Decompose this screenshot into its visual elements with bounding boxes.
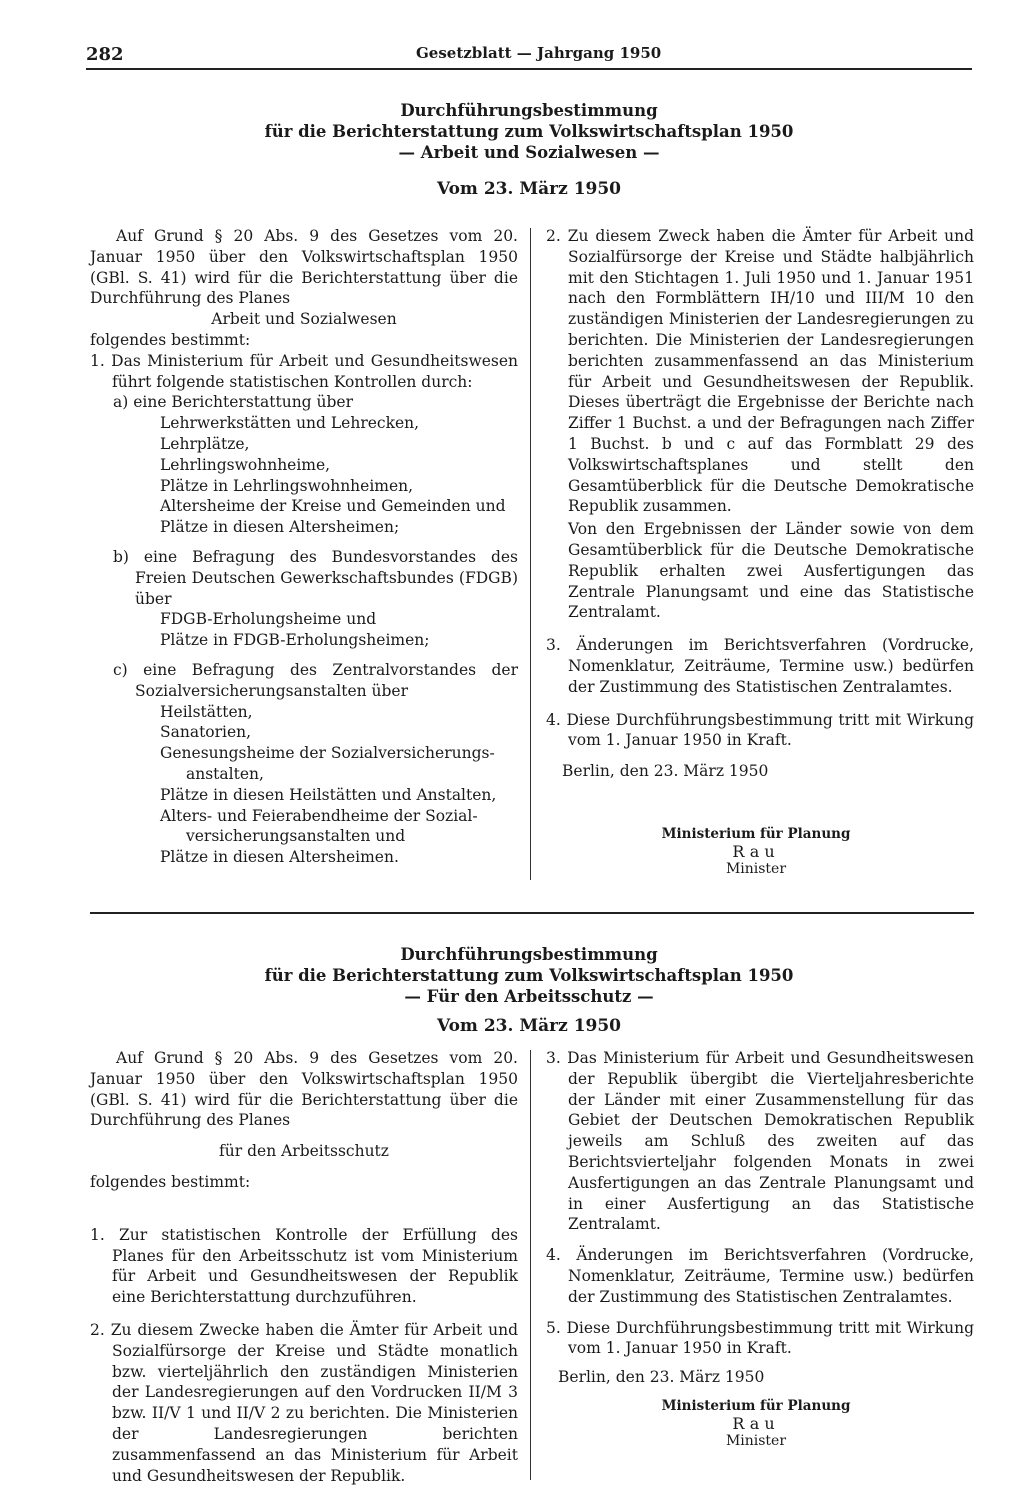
signature-name: Rau bbox=[732, 842, 780, 861]
section2-item-5: 5. Diese Durchführungsbestimmung tritt mit Wirkung vom 1. Januar 1950 in Kraft. bbox=[546, 1318, 974, 1358]
section1-title-line: für die Berichterstattung zum Volkswirtschaftsplan 1950 bbox=[264, 122, 794, 141]
section2-place-date: Berlin, den 23. März 1950 bbox=[558, 1368, 765, 1387]
section1-item-3: 3. Änderungen im Berichtsverfahren (Vordrucke, Nomenklatur, Zeiträume, Termine usw.) bedürfen der Zustimmung des Statistischen Zentralamtes. bbox=[546, 636, 974, 696]
section1-place-date: Berlin, den 23. März 1950 bbox=[562, 762, 769, 781]
section1-item-4: 4. Diese Durchführungsbestimmung tritt mit Wirkung vom 1. Januar 1950 in Kraft. bbox=[546, 710, 974, 750]
list-item: Lehrplätze, bbox=[160, 434, 250, 453]
section1-date: Vom 23. März 1950 bbox=[436, 179, 622, 199]
section1-subject: Arbeit und Sozialwesen bbox=[211, 310, 397, 329]
section2-item-3: 3. Das Ministerium für Arbeit und Gesundheitswesen der Republik übergibt die Vierteljahresberichte der Länder mit einer Zusammenstellung für das Gebiet der Deutschen Demokratischen Republik jeweils am Schluß des zweiten auf das Berichtsvierteljahr folgenden Monats in zwei Ausfertigungen an das Zentrale Planungsamt und in einer Ausfertigung an das Statistische Zentralamt. bbox=[546, 1049, 974, 1234]
list-item: FDGB-Erholungsheime und bbox=[160, 610, 377, 629]
section2-title-line: Durchführungsbestimmung bbox=[400, 945, 658, 964]
column-divider bbox=[530, 1050, 531, 1480]
signature-role: Minister bbox=[725, 1433, 787, 1449]
section1-title-line: Durchführungsbestimmung bbox=[400, 101, 658, 120]
section2-item-1: 1. Zur statistischen Kontrolle der Erfüllung des Planes für den Arbeitsschutz ist vom Ministerium für Arbeit und Gesundheitswesen der Republik eine Berichterstattung durchzuführen. bbox=[90, 1225, 518, 1307]
section1-item-1b-list bbox=[90, 609, 518, 651]
list-item: Lehrwerkstätten und Lehrecken, bbox=[160, 414, 420, 433]
section1-item-2: 2. Zu diesem Zweck haben die Ämter für Arbeit und Sozialfürsorge der Kreise und Städte halbjährlich mit den Stichtagen 1. Juli 1950 und 1. Januar 1951 nach den Formblättern IH/10 und III/M 10 den zuständigen Ministerien der Landesregierungen zu berichten. Die Ministerien der Landesregierungen berichten zusammenfassend an das Ministerium für Arbeit und Gesundheitswesen der Republik. Dieses überträgt die Ergebnisse der Berichte nach Ziffer 1 Buchst. a und der Befragungen nach Ziffer 1 Buchst. b und c auf das Formblatt 29 des Volkswirtschaftsplanes und stellt den Gesamtüberblick für die Deutsche Demokratische Republik zusammen. bbox=[546, 227, 974, 516]
section1-item-1c: c) eine Befragung des Zentralvorstandes der Sozialversicherungsanstalten über bbox=[113, 660, 518, 700]
section2-item-2: 2. Zu diesem Zwecke haben die Ämter für Arbeit und Sozialfürsorge der Kreise und Städte monatlich bzw. vierteljährlich den zuständigen Ministerien der Landesregierungen auf den Vordrucken II/M 3 bzw. II/V 1 und II/V 2 zu berichten. Die Ministerien der Landesregierungen berichten zusammenfassend an das Ministerium für Arbeit und Gesundheitswesen der Republik. bbox=[90, 1320, 518, 1485]
section2-title-line: für die Berichterstattung zum Volkswirtschaftsplan 1950 bbox=[264, 966, 794, 985]
list-item: Genesungsheime der Sozialversicherungs- bbox=[160, 744, 495, 763]
section-separator bbox=[90, 912, 974, 914]
section2-signature bbox=[606, 1398, 906, 1449]
section2-intro: Auf Grund § 20 Abs. 9 des Gesetzes vom 20. Januar 1950 über den Volkswirtschaftsplan 1950 (GBl. S. 41) wird für die Berichterstattung über die Durchführung des Planes bbox=[90, 1049, 518, 1130]
section1-right-column bbox=[546, 226, 974, 782]
section1-signature bbox=[606, 826, 906, 877]
section1-item-2-paragraph bbox=[546, 519, 974, 623]
signature-ministry: Ministerium für Planung bbox=[661, 1398, 851, 1414]
section1-item-1: 1. Das Ministerium für Arbeit und Gesundheitswesen führt folgende statistischen Kontrollen durch: bbox=[90, 351, 518, 391]
section2-item-4: 4. Änderungen im Berichtsverfahren (Vordrucke, Nomenklatur, Zeiträume, Termine usw.) bedürfen der Zustimmung des Statistischen Zentralamtes. bbox=[546, 1246, 974, 1306]
list-item: Lehrlingswohnheime, bbox=[160, 455, 331, 474]
section1-left-column bbox=[90, 226, 518, 868]
section1-item-1c-list bbox=[90, 702, 518, 868]
section1-folgendes: folgendes bestimmt: bbox=[90, 330, 251, 349]
section2-title-line: — Für den Arbeitsschutz — bbox=[404, 987, 654, 1006]
list-item: Plätze in diesen Altersheimen; bbox=[160, 518, 400, 537]
list-item: Plätze in Lehrlingswohnheimen, bbox=[160, 476, 414, 495]
page-number: 282 bbox=[86, 44, 124, 65]
section2-folgendes: folgendes bestimmt: bbox=[90, 1172, 251, 1191]
section1-title bbox=[86, 100, 972, 163]
section2-title bbox=[86, 944, 972, 1007]
signature-ministry: Ministerium für Planung bbox=[661, 826, 851, 842]
section1-item-2-paragraph-text: Von den Ergebnissen der Länder sowie von dem Gesamtüberblick für die Deutsche Demokratische Republik erhalten zwei Ausfertigungen das Zentrale Planungsamt und eine das Statistische Zentralamt. bbox=[568, 520, 974, 622]
running-header bbox=[86, 44, 972, 70]
section2-left-column bbox=[90, 1048, 518, 1486]
column-divider bbox=[530, 228, 531, 880]
signature-name: Rau bbox=[732, 1414, 780, 1433]
signature-role: Minister bbox=[725, 861, 787, 877]
section1-item-1b: b) eine Befragung des Bundesvorstandes des Freien Deutschen Gewerkschaftsbundes (FDGB) über bbox=[113, 547, 518, 608]
section1-item-1a-list bbox=[90, 413, 518, 538]
list-item: Plätze in FDGB-Erholungsheimen; bbox=[160, 631, 430, 650]
section1-intro: Auf Grund § 20 Abs. 9 des Gesetzes vom 20. Januar 1950 über den Volkswirtschaftsplan 1950 (GBl. S. 41) wird für die Berichterstattung über die Durchführung des Planes bbox=[90, 227, 518, 308]
list-item: Altersheime der Kreise und Gemeinden und bbox=[160, 497, 506, 516]
list-item: Plätze in diesen Heilstätten und Anstalten, bbox=[160, 785, 497, 804]
section2-right-column bbox=[546, 1048, 974, 1388]
list-item: Heilstätten, bbox=[160, 702, 253, 721]
list-item: Alters- und Feierabendheime der Sozial- bbox=[160, 806, 478, 825]
section2-subject: für den Arbeitsschutz bbox=[219, 1142, 389, 1161]
list-item: Plätze in diesen Altersheimen. bbox=[160, 848, 399, 867]
list-item: versicherungsanstalten und bbox=[186, 827, 406, 846]
list-item: anstalten, bbox=[186, 764, 264, 783]
list-item: Sanatorien, bbox=[160, 723, 252, 742]
section1-item-1a: a) eine Berichterstattung über bbox=[113, 393, 354, 412]
section2-date: Vom 23. März 1950 bbox=[436, 1016, 622, 1036]
section1-title-line: — Arbeit und Sozialwesen — bbox=[398, 143, 660, 162]
header-title: Gesetzblatt — Jahrgang 1950 bbox=[416, 44, 662, 62]
